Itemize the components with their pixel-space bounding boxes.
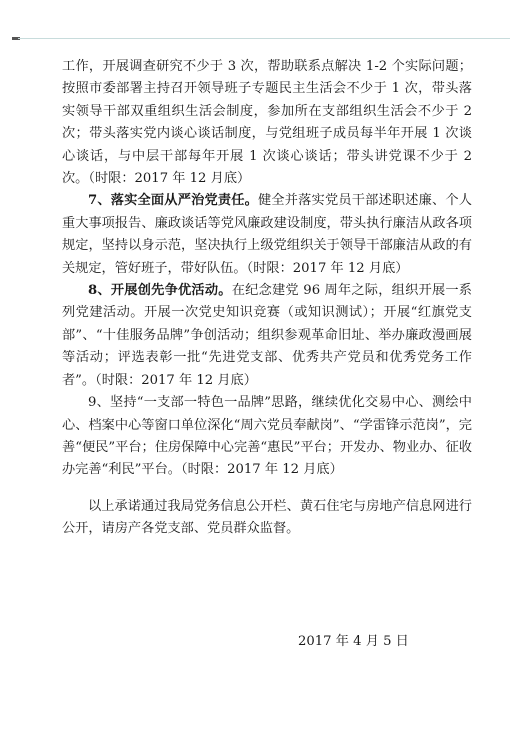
- header-divider: [18, 38, 510, 39]
- paragraph-continued: 工作，开展调查研究不少于 3 次，帮助联系点解决 1-2 个实际问题；按照市委部署主持召开领导班子专题民主生活会不少于 1 次，带头落实领导干部双重组织生活会制度，参加所在支部组织生活会不少于 2 次；带头落实党内谈心谈话制度，与党组班子成员每半年开展 1 次谈心谈话，与中层干部每年开展 1 次谈心谈话；带头讲党课不少于 2 次。（时限：2017 年 12 月底）: [62, 59, 472, 187]
- paragraph-item-8: [62, 280, 472, 392]
- closing-paragraph: 以上承诺通过我局党务信息公开栏、黄石住宅与房地产信息网进行公开，请房产各党支部、党员群众监督。: [62, 498, 472, 537]
- item-8-heading: 8、开展创先争优活动。: [88, 283, 232, 299]
- paragraph-item-7: [62, 190, 472, 280]
- item-7-body: 健全并落实党员干部述职述廉、个人重大事项报告、廉政谈话等党风廉政建设制度，带头执行廉洁从政各项规定，坚持以身示范，坚决执行上级党组织关于领导干部廉洁从政的有关规定，管好班子，带好队伍。（时限：2017 年 12 月底）: [62, 193, 472, 276]
- paragraph-gap: [62, 482, 472, 496]
- document-date: 2017 年 4 月 5 日: [298, 634, 409, 649]
- item-7-heading: 7、落实全面从严治党责任。: [88, 193, 259, 209]
- document-body: [62, 56, 472, 541]
- item-8-body: 在纪念建党 96 周年之际，组织开展一系列党建活动。开展一次党史知识竞赛（或知识测试）；开展“红旗党支部”、“十佳服务品牌”争创活动；组织参观革命旧址、举办廉政漫画展等活动；评选表彰一批“先进党支部、优秀共产党员和优秀党务工作者”。（时限：2017 年 12 月底）: [62, 283, 472, 388]
- paragraph-item-9: 9、坚持“一支部一特色一品牌”思路，继续优化交易中心、测绘中心、档案中心等窗口单位深化“周六党员奉献岗”、“学雷锋示范岗”，完善“便民”平台；住房保障中心完善“惠民”平台；开发办、物业办、征收办完善“利民”平台。（时限：2017 年 12 月底）: [62, 395, 472, 478]
